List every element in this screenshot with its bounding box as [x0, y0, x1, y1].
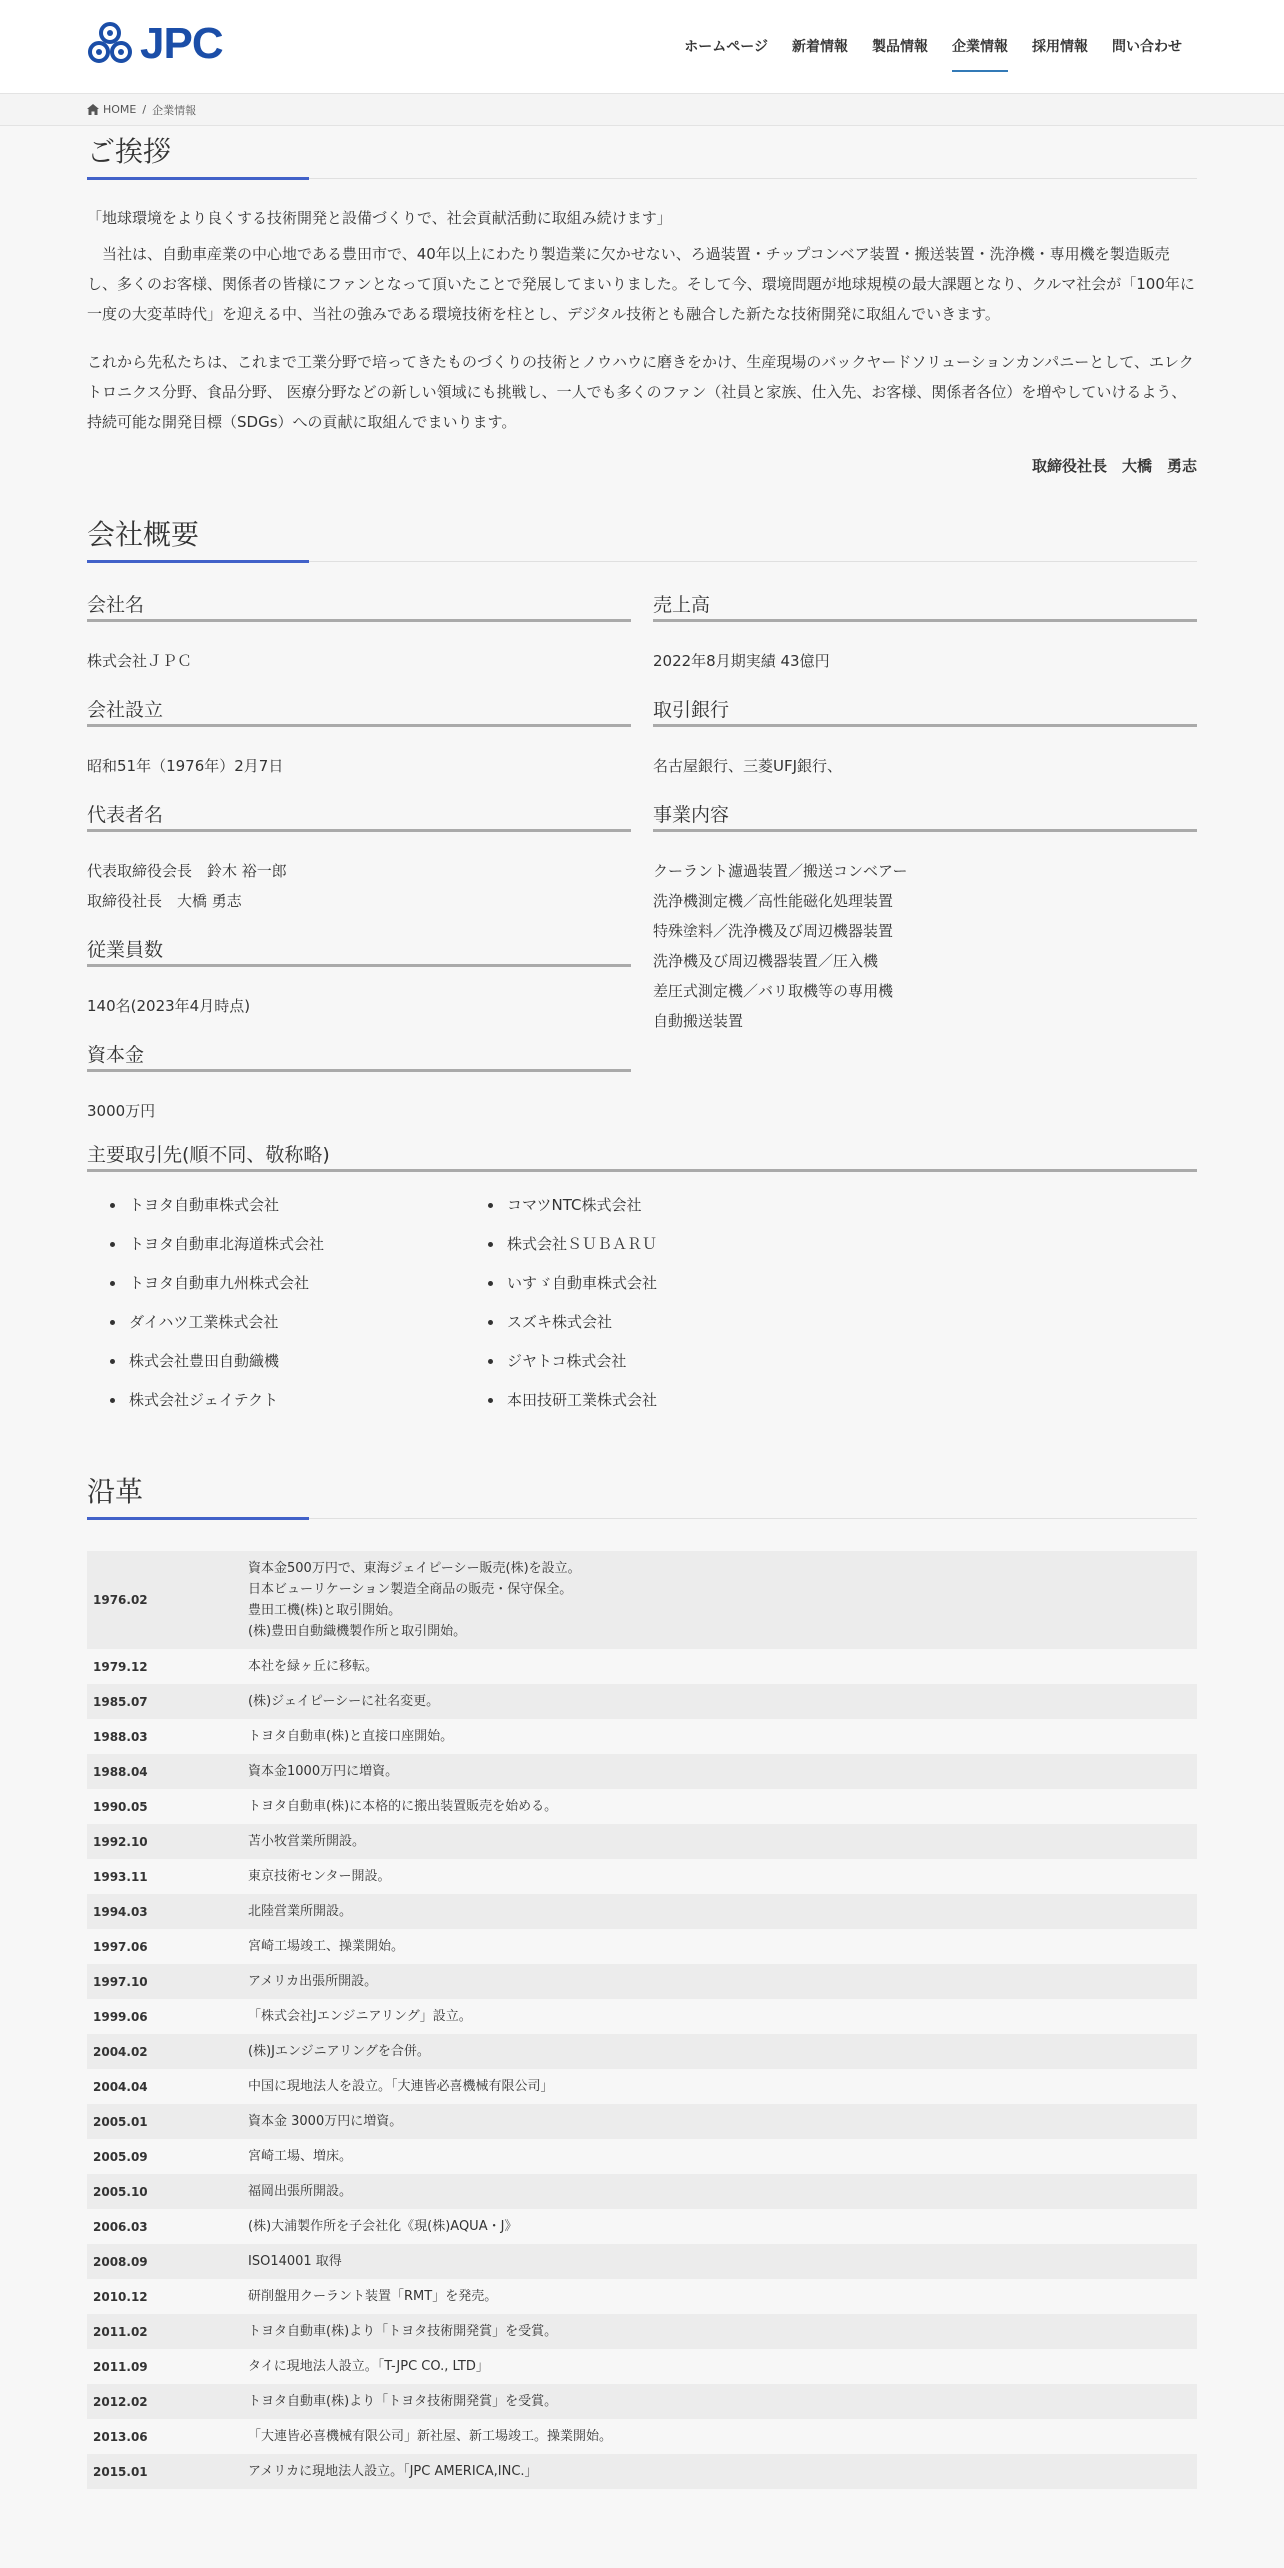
greeting-paragraph-1: 当社は、自動車産業の中心地である豊田市で、40年以上にわたり製造業に欠かせない、ろ過装置・チップコンベア装置・搬送装置・洗浄機・専用機を製造販売し、多くのお客様、関係者の皆様にファンとなって頂いたことで発展してまいりました。そして今、環境問題が地球規模の最大課題となり、クルマ社会が「100年に一度の大変革時代」を迎える中、当社の強みである環境技術を柱とし、デジタル技術とも融合した新たな技術開発に取組んでいきます。 [87, 245, 1195, 323]
history-event-cell [242, 2104, 1197, 2139]
history-year: 2012.02 [93, 2394, 148, 2409]
partner-item: トヨタ自動車九州株式会社 [87, 1264, 465, 1303]
nav-item[interactable]: 新着情報 [792, 39, 848, 55]
history-event-cell [242, 1754, 1197, 1789]
history-event-cell [242, 2314, 1197, 2349]
history-event-cell [242, 1964, 1197, 1999]
overview-left-column [87, 592, 631, 1140]
history-event-cell [242, 2419, 1197, 2454]
history-row [87, 1964, 1197, 1999]
history-year: 1990.05 [93, 1799, 148, 1814]
overview-right-column [653, 592, 1197, 1140]
history-year: 2013.06 [93, 2429, 148, 2444]
history-event: (株)豊田自動織機製作所と取引開始。 [248, 1624, 467, 1639]
history-row [87, 2419, 1197, 2454]
business-line: 洗浄機測定機／高性能磁化処理装置 [653, 892, 894, 910]
greeting-quote: 「地球環境をより良くする技術開発と設備づくりで、社会貢献活動に取組み続けます」 [87, 209, 672, 227]
history-section [87, 1470, 1197, 2489]
history-row [87, 1999, 1197, 2034]
history-row [87, 2454, 1197, 2489]
partners-list-right [465, 1186, 843, 1420]
history-year: 1999.06 [93, 2009, 148, 2024]
partner-item: ジヤトコ株式会社 [465, 1342, 843, 1381]
history-year: 2008.09 [93, 2254, 148, 2269]
history-row [87, 2314, 1197, 2349]
partner-item: 株式会社ＳＵＢＡＲＵ [465, 1225, 843, 1264]
history-event: 資本金500万円で、東海ジェイピーシー販売(株)を設立。 [248, 1561, 581, 1576]
history-event-cell [242, 1824, 1197, 1859]
breadcrumb-home-link[interactable]: HOME [103, 103, 137, 116]
history-event-cell [242, 1999, 1197, 2034]
history-event: (株)Jエンジニアリングを合併。 [248, 2044, 430, 2059]
history-year: 2005.09 [93, 2149, 148, 2164]
partner-item: トヨタ自動車北海道株式会社 [87, 1225, 465, 1264]
business-label: 事業内容 [653, 802, 1197, 832]
history-event: 本社を緑ヶ丘に移転。 [248, 1659, 379, 1674]
representative-label: 代表者名 [87, 802, 631, 832]
history-event: アメリカに現地法人設立。「JPC AMERICA,INC.」 [248, 2464, 538, 2479]
partner-item: ダイハツ工業株式会社 [87, 1303, 465, 1342]
history-event-cell [242, 2139, 1197, 2174]
history-row [87, 2384, 1197, 2419]
history-event: タイに現地法人設立。「T-JPC CO., LTD」 [248, 2359, 489, 2374]
company-name-label: 会社名 [87, 592, 631, 622]
history-row [87, 2174, 1197, 2209]
history-row [87, 2069, 1197, 2104]
history-event: 福岡出張所開設。 [248, 2184, 353, 2199]
history-event: 苫小牧営業所開設。 [248, 1834, 366, 1849]
history-event-cell [242, 1894, 1197, 1929]
breadcrumb-current: 企業情報 [152, 103, 197, 117]
history-event-cell [242, 1789, 1197, 1824]
founded-value: 昭和51年（1976年）2月7日 [87, 757, 284, 775]
history-event-cell [242, 2209, 1197, 2244]
overview-title: 会社概要 [87, 513, 1197, 562]
history-title: 沿革 [87, 1470, 1197, 1519]
partner-item: 本田技研工業株式会社 [465, 1381, 843, 1420]
representative-line-2: 取締役社長 大橋 勇志 [87, 892, 242, 910]
partner-item: トヨタ自動車株式会社 [87, 1186, 465, 1225]
history-event: 日本ビューリケーション製造全商品の販売・保守保全。 [248, 1582, 573, 1597]
history-row [87, 1684, 1197, 1719]
history-event-cell [242, 2349, 1197, 2384]
history-year: 2015.01 [93, 2464, 148, 2479]
history-year: 2011.09 [93, 2359, 148, 2374]
partner-item: 株式会社ジェイテクト [87, 1381, 465, 1420]
company-overview-section [87, 513, 1197, 1420]
history-year: 1979.12 [93, 1659, 148, 1674]
history-row [87, 1859, 1197, 1894]
business-line: クーラント濾過装置／搬送コンベアー [653, 862, 908, 880]
partner-item: 株式会社豊田自動織機 [87, 1342, 465, 1381]
history-year: 2005.10 [93, 2184, 148, 2199]
history-event: (株)ジェイピーシーに社名変更。 [248, 1694, 440, 1709]
business-line: 洗浄機及び周辺機器装置／圧入機 [653, 952, 879, 970]
nav-item[interactable]: 企業情報 [940, 0, 1020, 94]
history-year: 2006.03 [93, 2219, 148, 2234]
capital-value: 3000万円 [87, 1102, 156, 1120]
history-row [87, 2139, 1197, 2174]
history-row [87, 2349, 1197, 2384]
history-event-cell [242, 1719, 1197, 1754]
logo-text: JPC [140, 19, 223, 68]
greeting-signature: 取締役社長 大橋 勇志 [1031, 457, 1197, 475]
history-year: 2004.02 [93, 2044, 148, 2059]
history-event: 資本金1000万円に増資。 [248, 1764, 399, 1779]
greeting-title: ご挨拶 [87, 130, 1197, 179]
history-row [87, 1789, 1197, 1824]
greeting-paragraph-2: これから先私たちは、これまで工業分野で培ってきたものづくりの技術とノウハウに磨きをかけ、生産現場のバックヤードソリューションカンパニーとして、エレクトロニクス分野、食品分野、 医療分野などの新しい領域にも挑戦し、一人でも多くのファン（社員と家族、仕入先、お客様、関係者各位）を増やしていけるよう、持続可能な開発目標（SDGs）への貢献に取組んでまいります。 [87, 353, 1194, 431]
main-content [87, 126, 1197, 2489]
history-event-cell [242, 2034, 1197, 2069]
capital-label: 資本金 [87, 1042, 631, 1072]
history-year: 2011.02 [93, 2324, 148, 2339]
history-event: トヨタ自動車(株)に本格的に搬出装置販売を始める。 [248, 1799, 558, 1814]
history-row [87, 1719, 1197, 1754]
history-row [87, 1894, 1197, 1929]
site-header [0, 0, 1284, 94]
history-event: トヨタ自動車(株)と直接口座開始。 [248, 1729, 454, 1744]
home-icon [87, 104, 99, 115]
business-line: 特殊塗料／洗浄機及び周辺機器装置 [653, 922, 894, 940]
breadcrumb-separator: / [142, 103, 147, 116]
history-year: 1992.10 [93, 1834, 148, 1849]
history-year: 1994.03 [93, 1904, 148, 1919]
partner-item: いすゞ自動車株式会社 [465, 1264, 843, 1303]
history-event: トヨタ自動車(株)より「トヨタ技術開発賞」を受賞。 [248, 2394, 558, 2409]
logo-mark-icon [88, 22, 132, 66]
history-row [87, 2244, 1197, 2279]
history-event: 「大連皆必喜機械有限公司」新社屋、新工場竣工。操業開始。 [248, 2429, 613, 2444]
bank-label: 取引銀行 [653, 697, 1197, 727]
history-row [87, 1551, 1197, 1649]
history-year: 1993.11 [93, 1869, 148, 1884]
nav-item[interactable]: 製品情報 [872, 39, 928, 55]
history-row [87, 2209, 1197, 2244]
history-year: 2005.01 [93, 2114, 148, 2129]
history-year: 1976.02 [93, 1593, 148, 1607]
history-year: 1988.03 [93, 1729, 148, 1744]
partner-item: スズキ株式会社 [465, 1303, 843, 1342]
nav-item[interactable]: ホームページ [684, 39, 768, 55]
partner-item: コマツNTC株式会社 [465, 1186, 843, 1225]
history-year: 1988.04 [93, 1764, 148, 1779]
history-year: 2004.04 [93, 2079, 148, 2094]
bank-value: 名古屋銀行、三菱UFJ銀行、 [653, 757, 843, 775]
history-row [87, 2104, 1197, 2139]
history-event-cell [242, 2069, 1197, 2104]
history-event: 北陸営業所開設。 [248, 1904, 353, 1919]
history-row [87, 2279, 1197, 2314]
history-row [87, 2034, 1197, 2069]
sales-value: 2022年8月期実績 43億円 [653, 652, 830, 670]
nav-item[interactable]: 採用情報 [1032, 39, 1088, 55]
history-table [87, 1551, 1197, 2489]
history-event-cell [242, 1859, 1197, 1894]
history-row [87, 1754, 1197, 1789]
history-event: 宮崎工場竣工、操業開始。 [248, 1939, 405, 1954]
history-event: 「株式会社Jエンジニアリング」設立。 [248, 2009, 472, 2024]
employees-label: 従業員数 [87, 937, 631, 967]
history-year: 1985.07 [93, 1694, 148, 1709]
partners-title: 主要取引先(順不同、敬称略) [87, 1142, 1197, 1172]
history-event-cell [242, 1684, 1197, 1719]
history-row [87, 1929, 1197, 1964]
history-event: 東京技術センター開設。 [248, 1869, 391, 1884]
history-row [87, 1649, 1197, 1684]
breadcrumb [0, 94, 1284, 126]
history-event: 中国に現地法人を設立。「大連皆必喜機械有限公司」 [248, 2079, 554, 2094]
history-event-cell [242, 1649, 1197, 1684]
nav-item[interactable]: 問い合わせ [1112, 39, 1182, 55]
history-event: 資本金 3000万円に増資。 [248, 2114, 403, 2129]
history-event: (株)大浦製作所を子会社化《現(株)AQUA・J》 [248, 2219, 518, 2234]
global-nav [672, 0, 1194, 94]
company-logo[interactable] [88, 19, 223, 68]
business-lines [653, 856, 1197, 1036]
history-event-cell [242, 2384, 1197, 2419]
history-event: 豊田工機(株)と取引開始。 [248, 1603, 402, 1618]
founded-label: 会社設立 [87, 697, 631, 727]
history-event-cell [242, 2174, 1197, 2209]
history-event-cell [242, 2454, 1197, 2489]
greeting-section [87, 126, 1197, 481]
business-line: 差圧式測定機／バリ取機等の専用機 [653, 982, 894, 1000]
history-event: ISO14001 取得 [248, 2254, 342, 2269]
history-event: アメリカ出張所開設。 [248, 1974, 378, 1989]
history-event: 宮崎工場、増床。 [248, 2149, 353, 2164]
partners-list-left [87, 1186, 465, 1420]
business-line: 自動搬送装置 [653, 1012, 744, 1030]
history-event-cell [242, 1929, 1197, 1964]
company-name-value: 株式会社ＪＰＣ [87, 652, 193, 670]
representative-line-1: 代表取締役会長 鈴木 裕一郎 [87, 862, 287, 880]
history-row [87, 1824, 1197, 1859]
history-event: 研削盤用クーラント装置「RMT」を発売。 [248, 2289, 498, 2304]
history-event-cell [242, 2244, 1197, 2279]
history-year: 1997.10 [93, 1974, 148, 1989]
history-event-cell [242, 2279, 1197, 2314]
sales-label: 売上高 [653, 592, 1197, 622]
history-event: トヨタ自動車(株)より「トヨタ技術開発賞」を受賞。 [248, 2324, 558, 2339]
employees-value: 140名(2023年4月時点) [87, 997, 251, 1015]
history-year: 1997.06 [93, 1939, 148, 1954]
history-year: 2010.12 [93, 2289, 148, 2304]
history-event-cell [242, 1551, 1197, 1649]
